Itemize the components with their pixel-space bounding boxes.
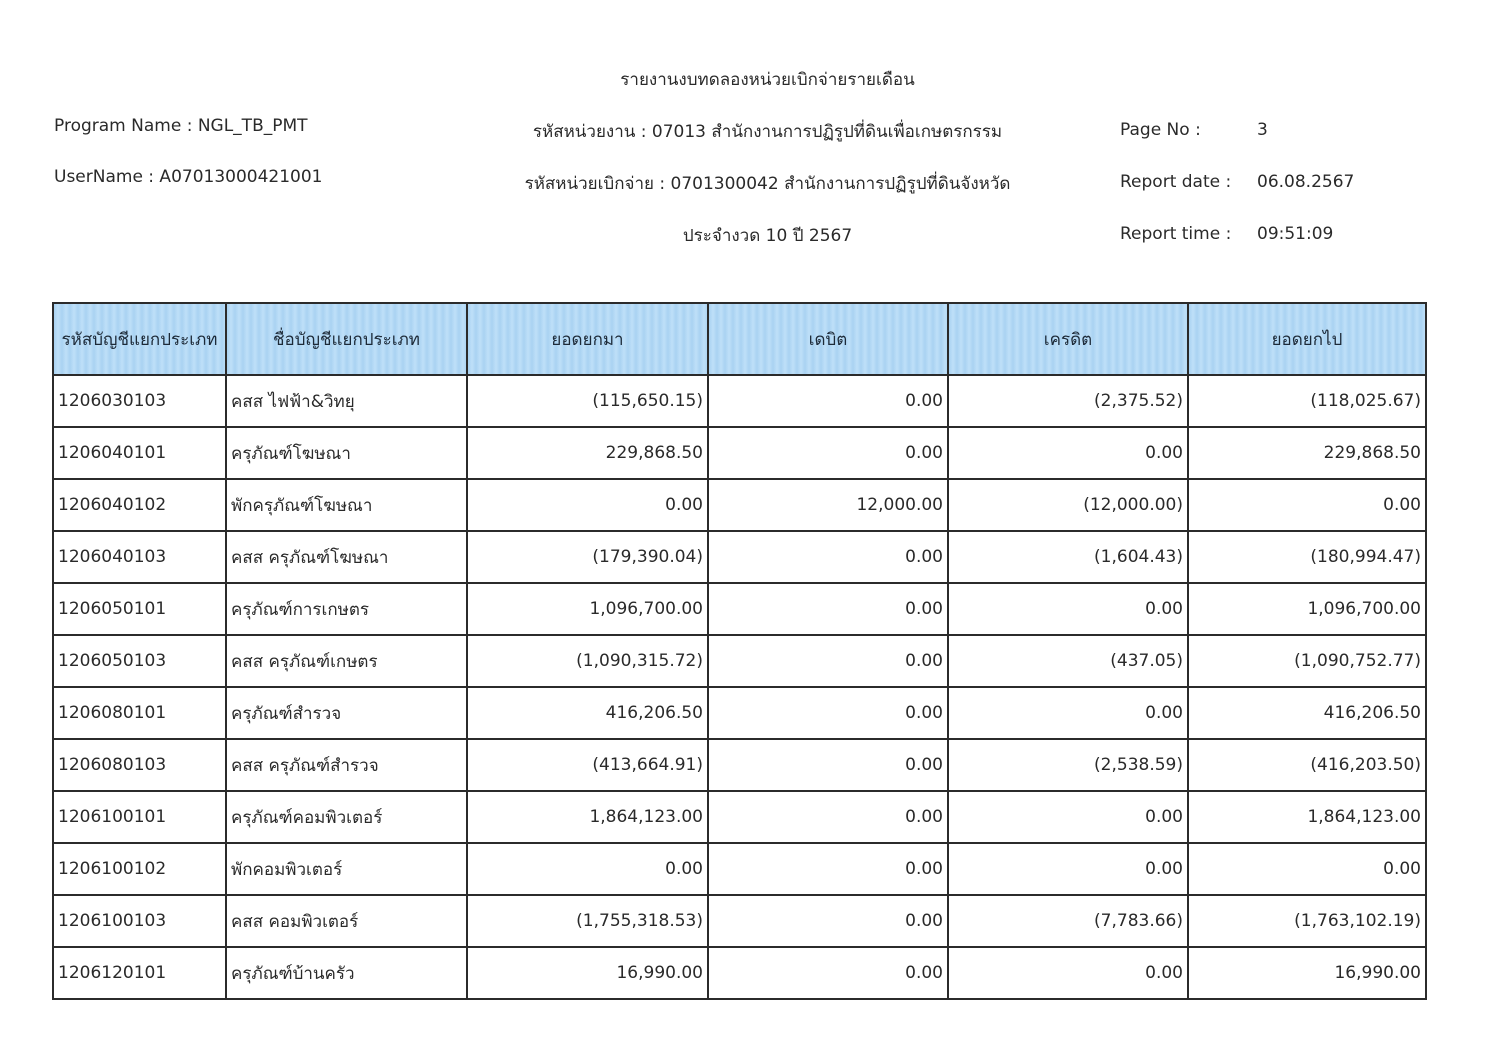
credit: 0.00 xyxy=(948,427,1188,479)
carried-forward: (180,994.47) xyxy=(1188,531,1426,583)
program-name: Program Name : NGL_TB_PMT xyxy=(54,116,308,136)
header-debit: เดบิต xyxy=(708,303,948,375)
brought-forward: (115,650.15) xyxy=(467,375,708,427)
table-row xyxy=(53,479,1426,531)
account-code: 1206050101 xyxy=(53,583,226,635)
debit: 0.00 xyxy=(708,583,948,635)
table-row xyxy=(53,635,1426,687)
credit: 0.00 xyxy=(948,687,1188,739)
page-no-value: 3 xyxy=(1257,120,1268,140)
debit: 0.00 xyxy=(708,635,948,687)
account-name: พักคอมพิวเตอร์ xyxy=(226,843,467,895)
debit: 0.00 xyxy=(708,739,948,791)
brought-forward: (179,390.04) xyxy=(467,531,708,583)
account-code: 1206040102 xyxy=(53,479,226,531)
account-code: 1206080103 xyxy=(53,739,226,791)
brought-forward: 229,868.50 xyxy=(467,427,708,479)
header-account-code: รหัสบัญชีแยกประเภท xyxy=(53,303,226,375)
carried-forward: (416,203.50) xyxy=(1188,739,1426,791)
debit: 0.00 xyxy=(708,531,948,583)
report-date-label: Report date : xyxy=(1120,172,1232,192)
agency-line: รหัสหน่วยงาน : 07013 สำนักงานการปฏิรูปที่ดินเพื่อเกษตรกรรม xyxy=(532,122,1003,142)
carried-forward: 0.00 xyxy=(1188,479,1426,531)
account-name: คสส ครุภัณฑ์โฆษณา xyxy=(226,531,467,583)
account-code: 1206080101 xyxy=(53,687,226,739)
carried-forward: 0.00 xyxy=(1188,843,1426,895)
debit: 12,000.00 xyxy=(708,479,948,531)
brought-forward: 1,096,700.00 xyxy=(467,583,708,635)
brought-forward: 0.00 xyxy=(467,843,708,895)
debit: 0.00 xyxy=(708,687,948,739)
account-name: คสส คอมพิวเตอร์ xyxy=(226,895,467,947)
period-line: ประจำงวด 10 ปี 2567 xyxy=(682,226,853,246)
account-code: 1206100103 xyxy=(53,895,226,947)
report-date-value: 06.08.2567 xyxy=(1257,172,1355,192)
table-row xyxy=(53,687,1426,739)
table-row xyxy=(53,427,1426,479)
table-row xyxy=(53,739,1426,791)
credit: 0.00 xyxy=(948,583,1188,635)
account-name: ครุภัณฑ์โฆษณา xyxy=(226,427,467,479)
carried-forward: 1,864,123.00 xyxy=(1188,791,1426,843)
report-title: รายงานงบทดลองหน่วยเบิกจ่ายรายเดือน xyxy=(620,70,915,90)
account-name: คสส ครุภัณฑ์เกษตร xyxy=(226,635,467,687)
carried-forward: (1,090,752.77) xyxy=(1188,635,1426,687)
credit: (12,000.00) xyxy=(948,479,1188,531)
table-header-row xyxy=(53,303,1426,375)
credit: (2,375.52) xyxy=(948,375,1188,427)
user-name: UserName : A07013000421001 xyxy=(54,167,323,187)
brought-forward: 16,990.00 xyxy=(467,947,708,999)
table-row xyxy=(53,947,1426,999)
debit: 0.00 xyxy=(708,895,948,947)
disbursement-line: รหัสหน่วยเบิกจ่าย : 0701300042 สำนักงานการปฏิรูปที่ดินจังหวัด xyxy=(524,174,1011,194)
table-row xyxy=(53,895,1426,947)
table-row xyxy=(53,791,1426,843)
credit: (2,538.59) xyxy=(948,739,1188,791)
account-name: คสส ครุภัณฑ์สำรวจ xyxy=(226,739,467,791)
account-code: 1206040103 xyxy=(53,531,226,583)
account-code: 1206040101 xyxy=(53,427,226,479)
account-name: ครุภัณฑ์การเกษตร xyxy=(226,583,467,635)
account-name: พักครุภัณฑ์โฆษณา xyxy=(226,479,467,531)
account-name: ครุภัณฑ์คอมพิวเตอร์ xyxy=(226,791,467,843)
brought-forward: 0.00 xyxy=(467,479,708,531)
carried-forward: (118,025.67) xyxy=(1188,375,1426,427)
trial-balance-table xyxy=(52,302,1427,1000)
page-no-label: Page No : xyxy=(1120,120,1201,140)
header-account-name: ชื่อบัญชีแยกประเภท xyxy=(226,303,467,375)
table-row xyxy=(53,583,1426,635)
carried-forward: 416,206.50 xyxy=(1188,687,1426,739)
table-row xyxy=(53,531,1426,583)
brought-forward: 416,206.50 xyxy=(467,687,708,739)
brought-forward: (1,090,315.72) xyxy=(467,635,708,687)
credit: (7,783.66) xyxy=(948,895,1188,947)
brought-forward: (413,664.91) xyxy=(467,739,708,791)
account-code: 1206050103 xyxy=(53,635,226,687)
header-credit: เครดิต xyxy=(948,303,1188,375)
carried-forward: (1,763,102.19) xyxy=(1188,895,1426,947)
report-time-label: Report time : xyxy=(1120,224,1232,244)
brought-forward: 1,864,123.00 xyxy=(467,791,708,843)
account-code: 1206030103 xyxy=(53,375,226,427)
debit: 0.00 xyxy=(708,427,948,479)
account-code: 1206100101 xyxy=(53,791,226,843)
header-brought-forward: ยอดยกมา xyxy=(467,303,708,375)
carried-forward: 229,868.50 xyxy=(1188,427,1426,479)
debit: 0.00 xyxy=(708,947,948,999)
debit: 0.00 xyxy=(708,375,948,427)
table-row xyxy=(53,375,1426,427)
carried-forward: 1,096,700.00 xyxy=(1188,583,1426,635)
credit: 0.00 xyxy=(948,947,1188,999)
table-row xyxy=(53,843,1426,895)
debit: 0.00 xyxy=(708,843,948,895)
credit: (437.05) xyxy=(948,635,1188,687)
carried-forward: 16,990.00 xyxy=(1188,947,1426,999)
account-name: ครุภัณฑ์สำรวจ xyxy=(226,687,467,739)
account-code: 1206120101 xyxy=(53,947,226,999)
account-name: ครุภัณฑ์บ้านครัว xyxy=(226,947,467,999)
header-carried-forward: ยอดยกไป xyxy=(1188,303,1426,375)
debit: 0.00 xyxy=(708,791,948,843)
credit: (1,604.43) xyxy=(948,531,1188,583)
account-code: 1206100102 xyxy=(53,843,226,895)
report-time-value: 09:51:09 xyxy=(1257,224,1334,244)
account-name: คสส ไฟฟ้า&วิทยุ xyxy=(226,375,467,427)
brought-forward: (1,755,318.53) xyxy=(467,895,708,947)
credit: 0.00 xyxy=(948,791,1188,843)
credit: 0.00 xyxy=(948,843,1188,895)
